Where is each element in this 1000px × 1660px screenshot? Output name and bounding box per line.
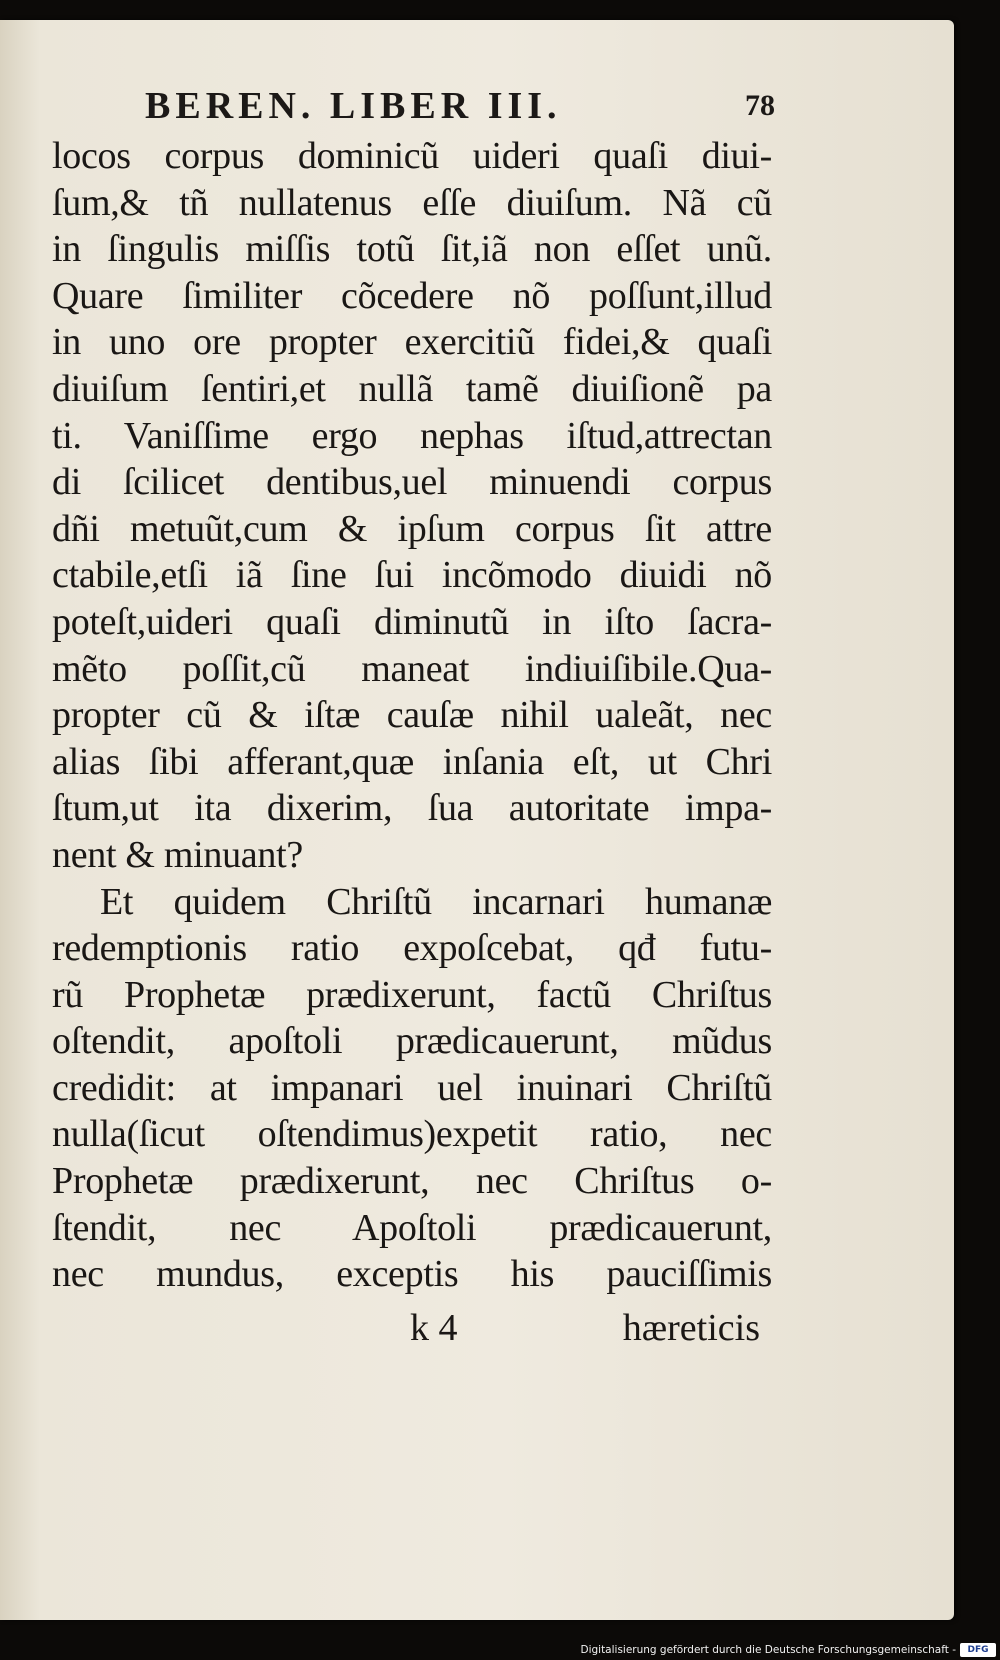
text-line: nec mundus, exceptis his pauciſſimis [52, 1253, 772, 1296]
page-header [145, 78, 775, 134]
text-line: alias ſibi afferant,quæ inſania eſt, ut Chri [52, 740, 772, 783]
text-line: propter cũ & iſtæ cauſæ nihil ualeãt, nec [52, 694, 772, 737]
text-block [52, 133, 772, 1298]
text-line: di ſcilicet dentibus,uel minuendi corpus [52, 461, 772, 504]
text-line: ctabile,etſi iã ſine ſui incõmodo diuidi nõ [52, 554, 772, 597]
credit-bar [0, 1640, 1000, 1660]
dfg-logo: DFG [960, 1643, 996, 1657]
text-line: oſtendit, apoſtoli prædicauerunt, mũdus [52, 1020, 772, 1063]
folio-number: 78 [745, 89, 775, 122]
text-line: ſtum,ut ita dixerim, ſua autoritate impa- [52, 787, 772, 830]
text-line: Quare ſimiliter cõcedere nõ poſſunt,illud [52, 274, 772, 317]
running-head: BEREN. LIBER III. [145, 85, 562, 127]
page-footer [410, 1303, 760, 1353]
text-line: in ſingulis miſſis totũ ſit,iã non eſſet unũ. [52, 228, 772, 271]
text-line: nulla(ſicut oſtendimus)expetit ratio, nec [52, 1113, 772, 1156]
text-line: mẽto poſſit,cũ maneat indiuiſibile.Qua- [52, 647, 772, 690]
text-line: credidit: at impanari uel inuinari Chriſtũ [52, 1066, 772, 1109]
text-line: diuiſum ſentiri,et nullã tamẽ diuiſionẽ pa [52, 367, 772, 410]
book-page [0, 20, 954, 1620]
text-line-paragraph-start: Et quidem Chriſtũ incarnari humanæ [100, 880, 772, 923]
text-line: redemptionis ratio expoſcebat, qđ futu- [52, 927, 772, 970]
text-line: poteſt,uideri quaſi diminutũ in iſto ſacra- [52, 600, 772, 643]
text-line: ſtendit, nec Apoſtoli prædicauerunt, [52, 1206, 772, 1249]
text-line: in uno ore propter exercitiũ fidei,& quaſi [52, 321, 772, 364]
text-line-paragraph-end: nent & minuant? [52, 833, 303, 876]
text-line: ti. Vaniſſime ergo nephas iſtud,attrectan [52, 414, 772, 457]
text-line: rũ Prophetæ prædixerunt, factũ Chriſtus [52, 973, 772, 1016]
text-line: Prophetæ prædixerunt, nec Chriſtus o- [52, 1160, 772, 1203]
signature-mark: k 4 [410, 1307, 458, 1349]
catchword: hæreticis [622, 1307, 760, 1349]
text-line: ſum,& tñ nullatenus eſſe diuiſum. Nã cũ [52, 181, 772, 224]
digitization-credit: Digitalisierung gefördert durch die Deutsche Forschungsgemeinschaft - [580, 1644, 956, 1656]
text-line: locos corpus dominicũ uideri quaſi diui- [52, 135, 772, 177]
text-line: dñi metuũt,cum & ipſum corpus ſit attre [52, 507, 772, 550]
